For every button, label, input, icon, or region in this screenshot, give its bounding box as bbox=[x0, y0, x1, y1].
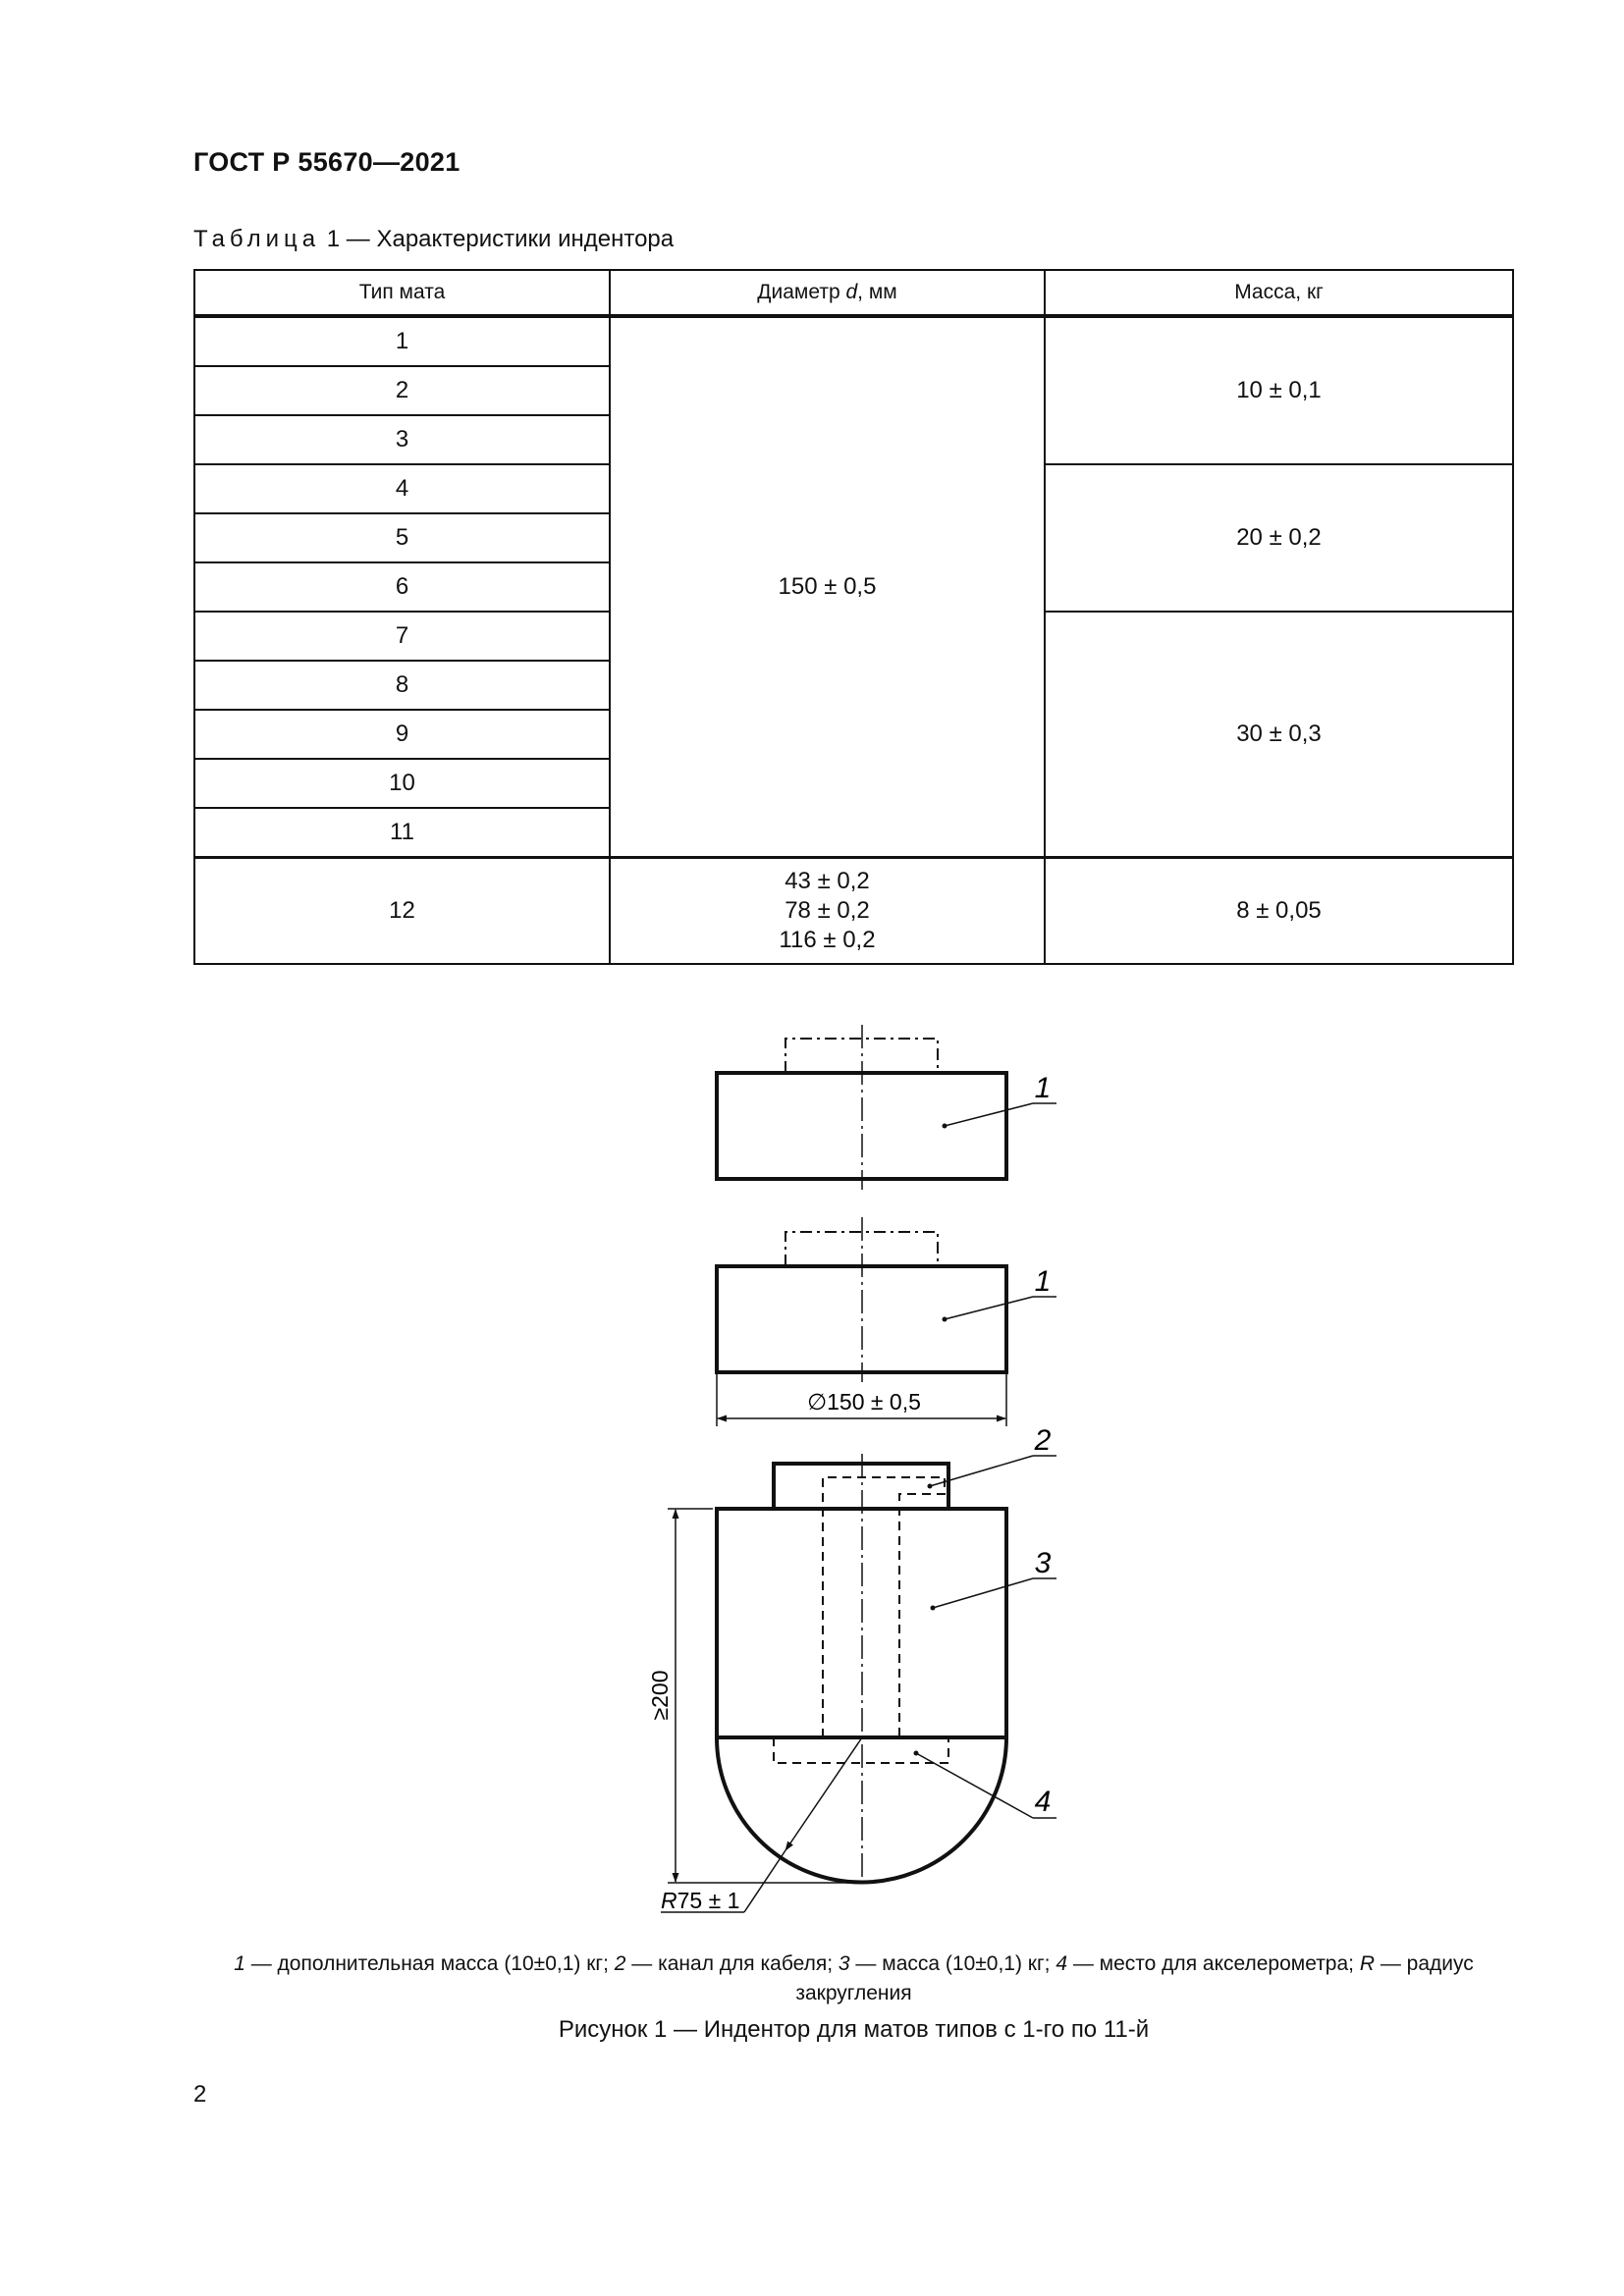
cell-diameter-list bbox=[610, 858, 1045, 965]
cell-diameter-shared: 150 ± 0,5 bbox=[610, 316, 1045, 858]
indentor-drawing-svg bbox=[589, 1011, 1100, 1934]
leader-line bbox=[945, 1297, 1033, 1319]
radius-arrow bbox=[785, 1737, 862, 1850]
legend-number: R bbox=[1359, 1952, 1376, 1975]
cell-mat-type: 10 bbox=[194, 759, 610, 808]
diameter-dimension-label: ∅150 ± 0,5 bbox=[807, 1389, 921, 1415]
table-caption bbox=[193, 226, 674, 253]
legend-number: 4 bbox=[1056, 1952, 1067, 1975]
legend-text: — канал для кабеля; bbox=[625, 1952, 839, 1975]
header-diameter: Диаметр d, мм bbox=[610, 270, 1045, 316]
cell-mat-type: 7 bbox=[194, 612, 610, 661]
figure-legend bbox=[193, 1949, 1514, 2008]
legend-number: 1 bbox=[234, 1952, 245, 1975]
table-row bbox=[194, 858, 1513, 965]
cell-mat-type: 4 bbox=[194, 464, 610, 513]
legend-text: — место для акселерометра; bbox=[1067, 1952, 1360, 1975]
callout-1: 1 bbox=[1034, 1072, 1052, 1104]
additional-mass-upper bbox=[717, 1025, 1056, 1190]
cell-mass-group: 30 ± 0,3 bbox=[1045, 612, 1513, 858]
diameter-value: 43 ± 0,2 bbox=[785, 868, 870, 894]
legend-text: — масса (10±0,1) кг; bbox=[849, 1952, 1056, 1975]
cell-mat-type: 11 bbox=[194, 808, 610, 858]
page-number: 2 bbox=[193, 2081, 207, 2108]
table-header-row bbox=[194, 270, 1513, 316]
additional-mass-lower bbox=[717, 1217, 1056, 1426]
header-mat-type: Тип мата bbox=[194, 270, 610, 316]
header-mass: Масса, кг bbox=[1045, 270, 1513, 316]
callout-2: 2 bbox=[1034, 1424, 1052, 1457]
height-dimension-label: ≥200 bbox=[647, 1670, 673, 1721]
legend-text: — радиус закругления bbox=[795, 1952, 1474, 2004]
cell-mat-type: 6 bbox=[194, 562, 610, 612]
cell-mat-type: 5 bbox=[194, 513, 610, 562]
cable-channel-hidden-line bbox=[823, 1477, 945, 1737]
diameter-value: 116 ± 0,2 bbox=[779, 927, 876, 953]
document-code: ГОСТ Р 55670—2021 bbox=[193, 147, 460, 177]
cell-mat-type: 9 bbox=[194, 710, 610, 759]
cell-mat-type: 1 bbox=[194, 316, 610, 366]
cell-mass-group: 20 ± 0,2 bbox=[1045, 464, 1513, 612]
cell-mass: 8 ± 0,05 bbox=[1045, 858, 1513, 965]
accelerometer-seat-hidden-line bbox=[774, 1737, 948, 1763]
cell-mat-type: 3 bbox=[194, 415, 610, 464]
cable-boss-outline bbox=[774, 1464, 948, 1509]
leader-line bbox=[933, 1578, 1033, 1608]
indentor-drawing bbox=[589, 1011, 1100, 1934]
radius-leader bbox=[744, 1850, 785, 1912]
table-caption-text: 1 — Характеристики индентора bbox=[326, 226, 675, 252]
diameter-value: 78 ± 0,2 bbox=[785, 897, 870, 924]
cell-mass-group: 10 ± 0,1 bbox=[1045, 316, 1513, 464]
leader-line bbox=[945, 1103, 1033, 1126]
indentor-characteristics-table bbox=[193, 269, 1514, 965]
callout-1: 1 bbox=[1034, 1265, 1052, 1298]
legend-text: — дополнительная масса (10±0,1) кг; bbox=[244, 1952, 615, 1975]
legend-number: 3 bbox=[838, 1952, 850, 1975]
callout-3: 3 bbox=[1034, 1547, 1052, 1579]
leader-line bbox=[930, 1456, 1033, 1486]
table-row bbox=[194, 316, 1513, 366]
radius-label: R75 ± 1 bbox=[661, 1888, 740, 1913]
figure-caption: Рисунок 1 — Индентор для матов типов с 1-го по 11-й bbox=[558, 2016, 1150, 2043]
cell-mat-type: 2 bbox=[194, 366, 610, 415]
leader-line bbox=[916, 1753, 1033, 1818]
legend-number: 2 bbox=[614, 1952, 626, 1975]
indentor-main bbox=[647, 1424, 1056, 1913]
table-caption-word: Таблица bbox=[193, 226, 321, 252]
cell-mat-type: 8 bbox=[194, 661, 610, 710]
cell-mat-type: 12 bbox=[194, 858, 610, 965]
callout-4: 4 bbox=[1034, 1786, 1052, 1818]
